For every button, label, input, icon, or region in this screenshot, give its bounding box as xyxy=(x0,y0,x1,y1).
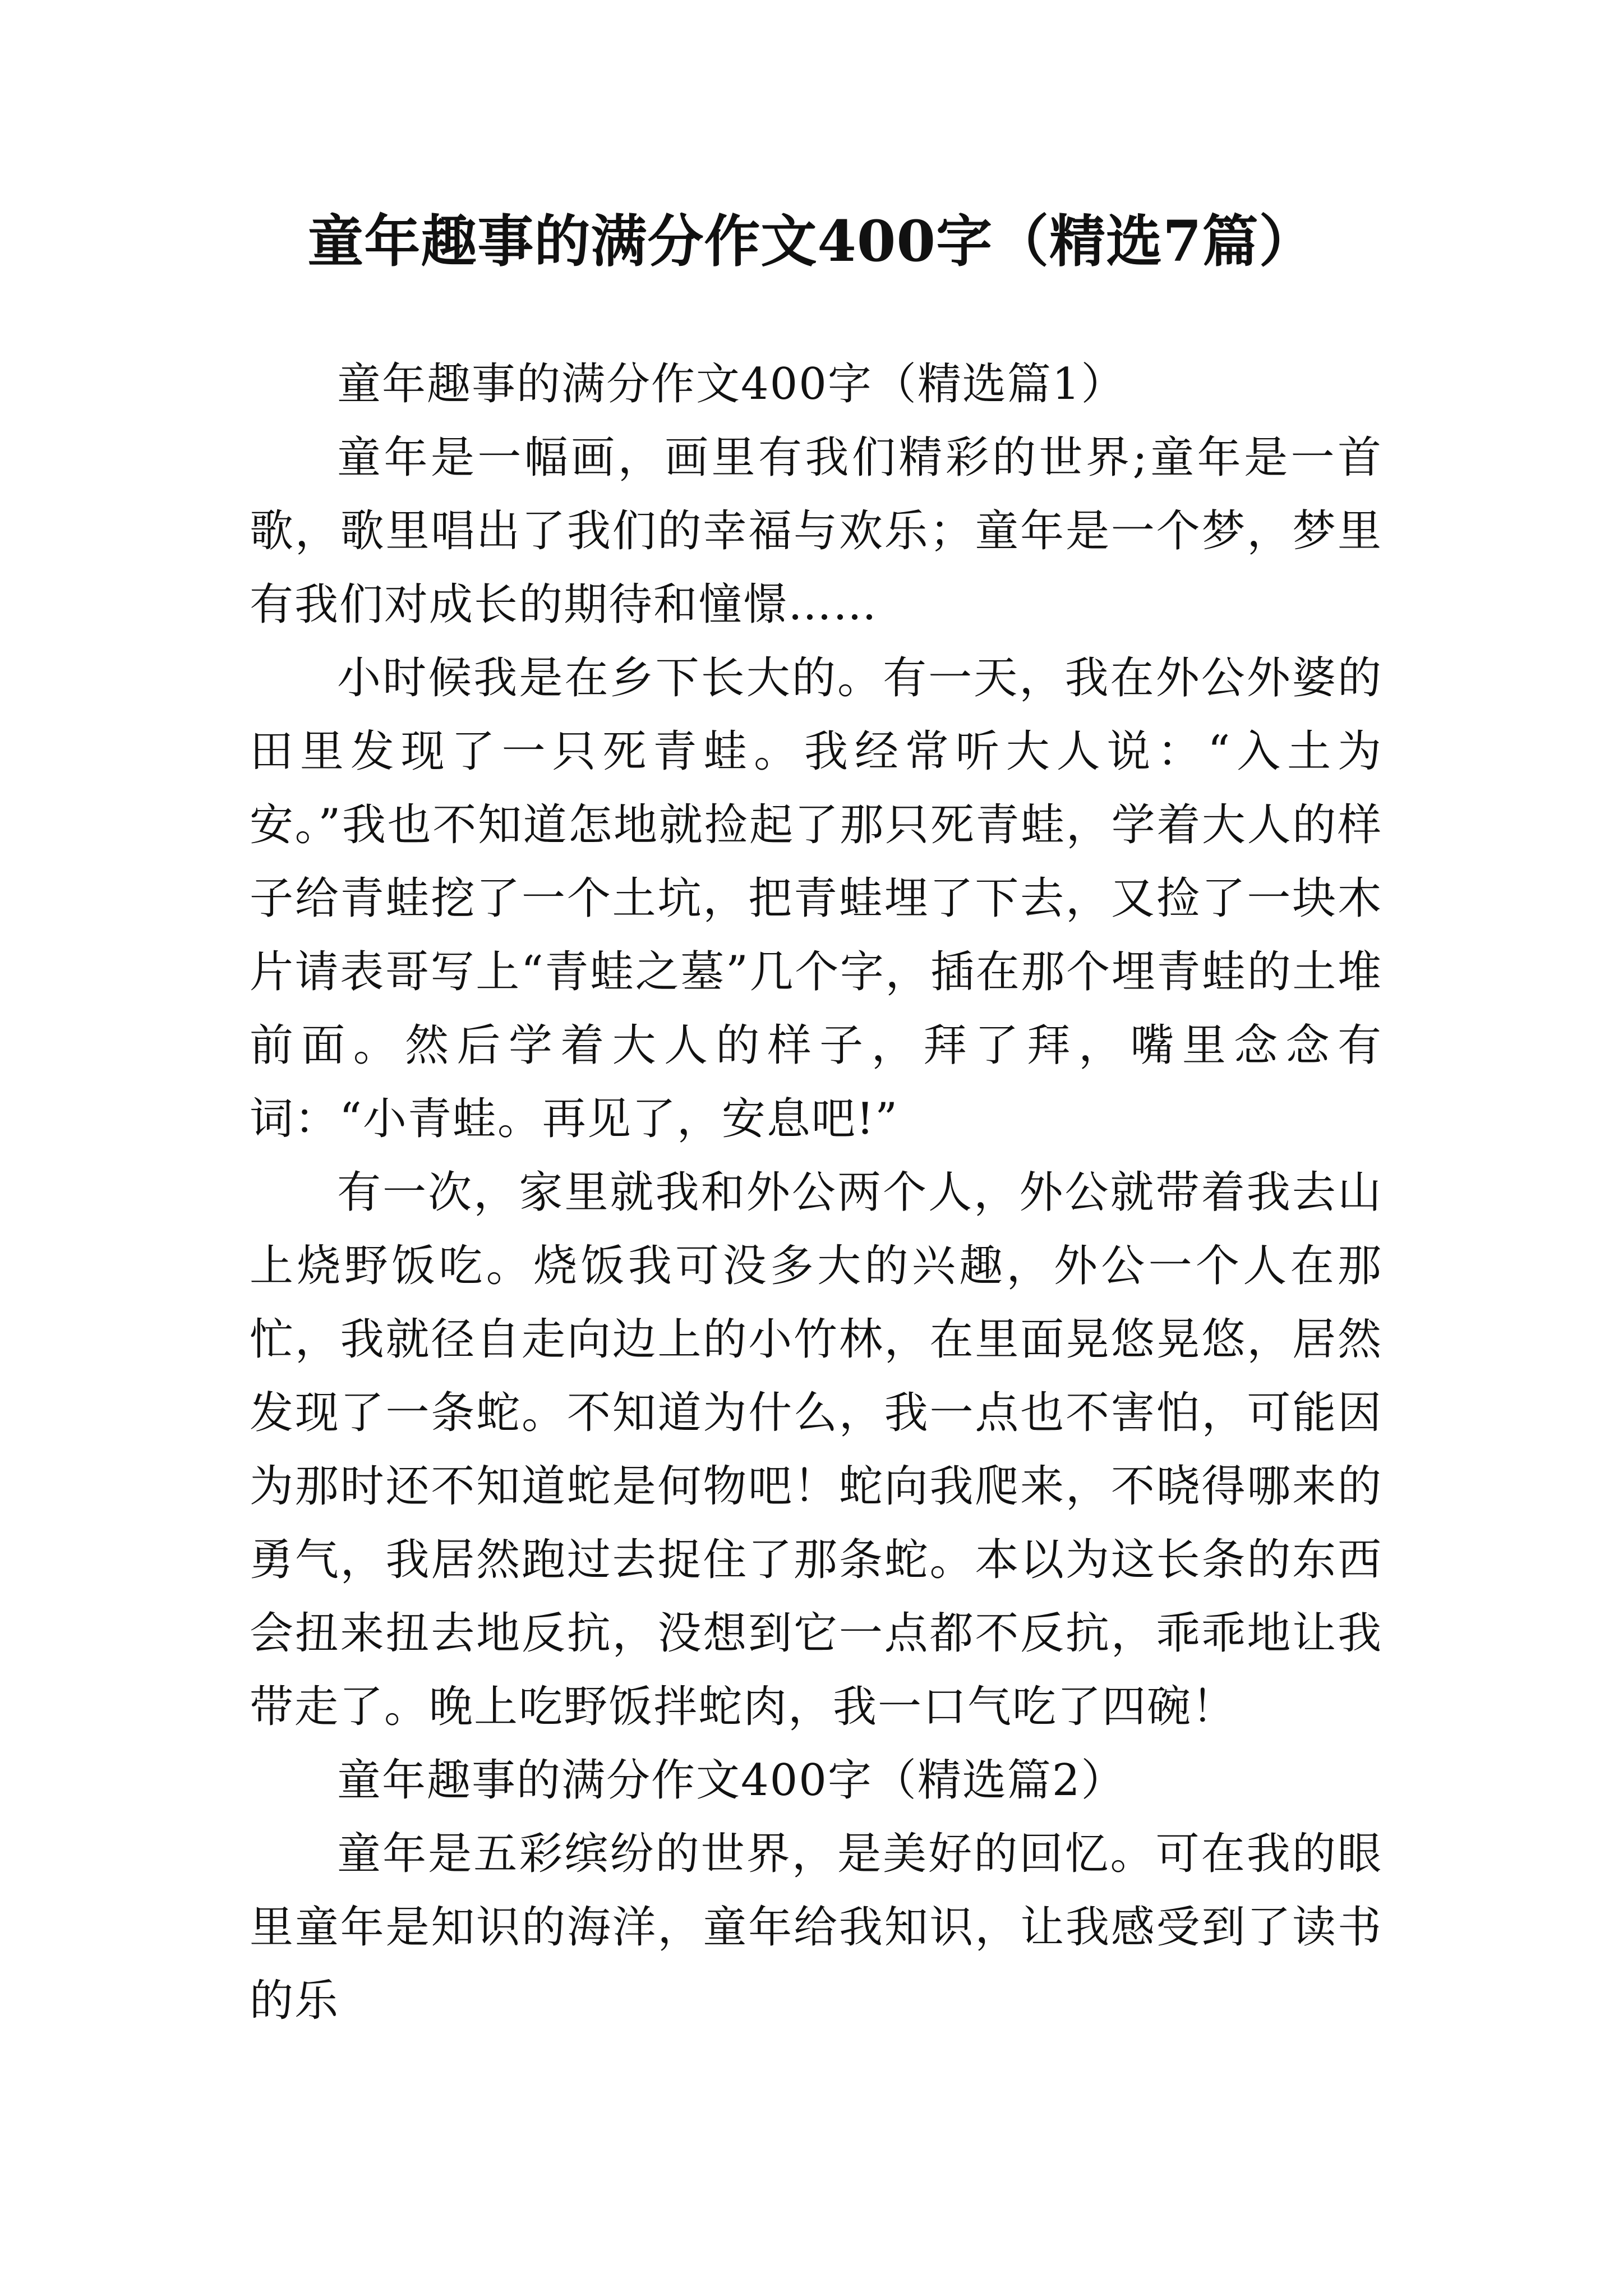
paragraph: 童年是五彩缤纷的世界，是美好的回忆。可在我的眼里童年是知识的海洋，童年给我知识，让我感受到了读书的乐 xyxy=(250,1829,1382,2026)
paragraph: 童年是一幅画，画里有我们精彩的世界;童年是一首歌，歌里唱出了我们的幸福与欢乐；童年是一个梦，梦里有我们对成长的期待和憧憬…… xyxy=(250,432,1382,630)
document-body xyxy=(250,348,1382,2038)
section-heading-2: 童年趣事的满分作文400字（精选篇2） xyxy=(337,1755,1126,1806)
document-title: 童年趣事的满分作文400字（精选7篇） xyxy=(307,208,1316,274)
paragraph: 有一次，家里就我和外公两个人，外公就带着我去山上烧野饭吃。烧饭我可没多大的兴趣，外公一个人在那忙，我就径自走向边上的小竹林，在里面晃悠晃悠，居然发现了一条蛇。不知道为什么，我一点也不害怕，可能因为那时还不知道蛇是何物吧！蛇向我爬来，不晓得哪来的勇气，我居然跑过去捉住了那条蛇。本以为这长条的东西会扭来扭去地反抗，没想到它一点都不反抗，乖乖地让我带走了。晚上吃野饭拌蛇肉，我一口气吃了四碗！ xyxy=(250,1167,1382,1732)
section-heading-1: 童年趣事的满分作文400字（精选篇1） xyxy=(337,359,1126,409)
paragraph: 小时候我是在乡下长大的。有一天，我在外公外婆的田里发现了一只死青蛙。我经常听大人说：“入土为安。”我也不知道怎地就捡起了那只死青蛙，学着大人的样子给青蛙挖了一个土坑，把青蛙埋了下去，又捡了一块木片请表哥写上“青蛙之墓”几个字，插在那个埋青蛙的土堆前面。然后学着大人的样子，拜了拜，嘴里念念有词：“小青蛙。再见了，安息吧!” xyxy=(250,653,1382,1144)
